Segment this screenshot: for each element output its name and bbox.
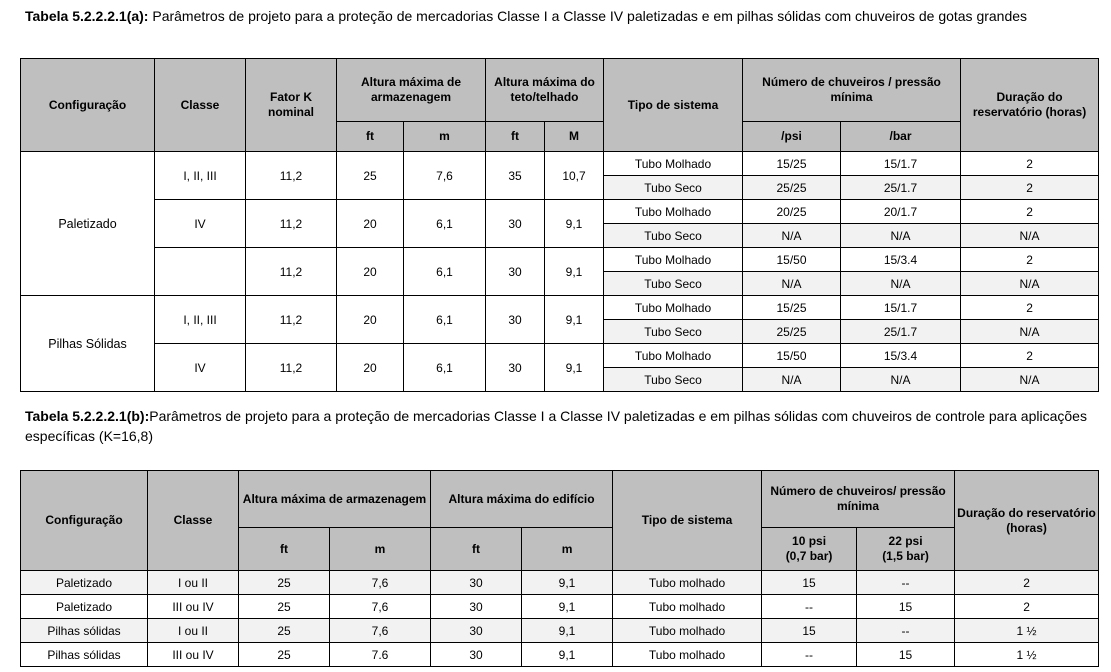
cell-tipo-sistema: Tubo Seco xyxy=(604,368,743,392)
cell-edificio-m: 9,1 xyxy=(522,643,613,667)
cell-tipo-sistema: Tubo Seco xyxy=(604,224,743,248)
cell-armazenagem-ft: 20 xyxy=(337,200,404,248)
cell-bar: 15/1.7 xyxy=(841,296,961,320)
cell-armazenagem-m: 7,6 xyxy=(404,152,486,200)
cell-fator-k: 11,2 xyxy=(246,344,337,392)
cell-duracao: 2 xyxy=(961,248,1099,272)
cell-armazenagem-ft: 20 xyxy=(337,296,404,344)
cell-duracao: N/A xyxy=(961,368,1099,392)
header-numero-chuveiros: Número de chuveiros / pressão mínima xyxy=(743,59,961,122)
cell-bar: 15/3.4 xyxy=(841,344,961,368)
cell-armazenagem-m: 6,1 xyxy=(404,296,486,344)
header-psi: /psi xyxy=(743,122,841,152)
cell-armazenagem-m: 7,6 xyxy=(330,595,431,619)
cell-psi: N/A xyxy=(743,272,841,296)
cell-tipo-sistema: Tubo Molhado xyxy=(604,152,743,176)
table-row xyxy=(21,152,1099,176)
cell-armazenagem-ft: 25 xyxy=(239,571,330,595)
cell-edificio-ft: 30 xyxy=(431,595,522,619)
header-m: m xyxy=(330,528,431,571)
header-configuracao: Configuração xyxy=(21,471,148,571)
cell-teto-m: 10,7 xyxy=(545,152,604,200)
header-ft: ft xyxy=(431,528,522,571)
cell-armazenagem-m: 6,1 xyxy=(404,248,486,296)
cell-classe: I ou II xyxy=(148,571,239,595)
cell-bar: N/A xyxy=(841,368,961,392)
cell-psi: 15/50 xyxy=(743,344,841,368)
cell-armazenagem-ft: 25 xyxy=(337,152,404,200)
header-m: M xyxy=(545,122,604,152)
header-tipo-sistema: Tipo de sistema xyxy=(613,471,762,571)
cell-22-psi: -- xyxy=(857,571,955,595)
cell-armazenagem-ft: 25 xyxy=(239,595,330,619)
header-classe: Classe xyxy=(148,471,239,571)
table-a-caption-title: Tabela 5.2.2.2.1(a): xyxy=(25,8,149,24)
cell-bar: 25/1.7 xyxy=(841,176,961,200)
header-m: m xyxy=(522,528,613,571)
header-altura-armazenagem: Altura máxima de armazenagem xyxy=(337,59,486,122)
cell-tipo-sistema: Tubo Seco xyxy=(604,320,743,344)
cell-armazenagem-m: 7.6 xyxy=(330,643,431,667)
cell-classe: III ou IV xyxy=(148,595,239,619)
cell-teto-m: 9,1 xyxy=(545,200,604,248)
cell-tipo-sistema: Tubo molhado xyxy=(613,643,762,667)
header-bar: /bar xyxy=(841,122,961,152)
cell-bar: 20/1.7 xyxy=(841,200,961,224)
table-row xyxy=(21,571,1099,595)
cell-configuracao: Pilhas Sólidas xyxy=(21,296,155,392)
cell-teto-ft: 30 xyxy=(486,248,545,296)
table-row xyxy=(21,344,1099,368)
cell-bar: 15/3.4 xyxy=(841,248,961,272)
table-row xyxy=(21,296,1099,320)
cell-armazenagem-m: 7,6 xyxy=(330,571,431,595)
table-row xyxy=(21,248,1099,272)
cell-psi: 15/25 xyxy=(743,152,841,176)
header-altura-edificio: Altura máxima do edifício xyxy=(431,471,613,528)
cell-classe: III ou IV xyxy=(148,643,239,667)
cell-tipo-sistema: Tubo molhado xyxy=(613,595,762,619)
cell-22-psi: 15 xyxy=(857,595,955,619)
cell-configuracao: Pilhas sólidas xyxy=(21,619,148,643)
cell-10-psi: -- xyxy=(762,595,857,619)
cell-teto-m: 9,1 xyxy=(545,344,604,392)
cell-fator-k: 11,2 xyxy=(246,152,337,200)
cell-configuracao: Paletizado xyxy=(21,571,148,595)
cell-duracao: N/A xyxy=(961,224,1099,248)
header-ft: ft xyxy=(239,528,330,571)
cell-bar: N/A xyxy=(841,224,961,248)
cell-armazenagem-m: 6,1 xyxy=(404,344,486,392)
cell-teto-ft: 30 xyxy=(486,200,545,248)
cell-configuracao: Paletizado xyxy=(21,595,148,619)
cell-edificio-ft: 30 xyxy=(431,619,522,643)
cell-teto-ft: 30 xyxy=(486,344,545,392)
header-10-psi xyxy=(762,528,857,571)
cell-armazenagem-m: 6,1 xyxy=(404,200,486,248)
cell-teto-ft: 30 xyxy=(486,296,545,344)
table-a-caption xyxy=(25,6,1095,26)
table-a-caption-text: Parâmetros de projeto para a proteção de mercadorias Classe I a Classe IV paletizadas e em pilhas sólidas com chuveiros de gotas grandes xyxy=(148,8,1028,24)
header-ft: ft xyxy=(337,122,404,152)
cell-tipo-sistema: Tubo Molhado xyxy=(604,344,743,368)
cell-duracao: N/A xyxy=(961,320,1099,344)
cell-duracao: 2 xyxy=(955,571,1099,595)
cell-tipo-sistema: Tubo molhado xyxy=(613,619,762,643)
cell-armazenagem-ft: 20 xyxy=(337,344,404,392)
cell-armazenagem-ft: 25 xyxy=(239,619,330,643)
cell-10-psi: -- xyxy=(762,643,857,667)
cell-duracao: 2 xyxy=(961,296,1099,320)
cell-classe: IV xyxy=(155,200,246,248)
cell-classe: I, II, III xyxy=(155,152,246,200)
cell-configuracao: Pilhas sólidas xyxy=(21,643,148,667)
cell-psi: 25/25 xyxy=(743,320,841,344)
cell-tipo-sistema: Tubo Seco xyxy=(604,176,743,200)
header-classe: Classe xyxy=(155,59,246,152)
cell-classe: I ou II xyxy=(148,619,239,643)
cell-edificio-m: 9,1 xyxy=(522,595,613,619)
cell-duracao: 2 xyxy=(961,152,1099,176)
cell-tipo-sistema: Tubo Molhado xyxy=(604,200,743,224)
header-ft: ft xyxy=(486,122,545,152)
table-a xyxy=(20,58,1099,392)
cell-duracao: 2 xyxy=(955,595,1099,619)
cell-psi: 20/25 xyxy=(743,200,841,224)
cell-edificio-m: 9,1 xyxy=(522,619,613,643)
table-b-caption xyxy=(25,406,1095,446)
cell-tipo-sistema: Tubo Seco xyxy=(604,272,743,296)
cell-tipo-sistema: Tubo molhado xyxy=(613,571,762,595)
cell-bar: 15/1.7 xyxy=(841,152,961,176)
table-row xyxy=(21,595,1099,619)
table-row xyxy=(21,200,1099,224)
cell-armazenagem-ft: 25 xyxy=(239,643,330,667)
header-tipo-sistema: Tipo de sistema xyxy=(604,59,743,152)
cell-10-psi: 15 xyxy=(762,619,857,643)
cell-fator-k: 11,2 xyxy=(246,200,337,248)
cell-armazenagem-m: 7,6 xyxy=(330,619,431,643)
cell-tipo-sistema: Tubo Molhado xyxy=(604,248,743,272)
cell-psi: 15/50 xyxy=(743,248,841,272)
cell-psi: N/A xyxy=(743,224,841,248)
cell-configuracao: Paletizado xyxy=(21,152,155,296)
cell-bar: 25/1.7 xyxy=(841,320,961,344)
cell-teto-ft: 35 xyxy=(486,152,545,200)
cell-edificio-ft: 30 xyxy=(431,571,522,595)
header-duracao: Duração do reservatório (horas) xyxy=(955,471,1099,571)
cell-psi: 15/25 xyxy=(743,296,841,320)
header-fator-k: Fator K nominal xyxy=(246,59,337,152)
header-m: m xyxy=(404,122,486,152)
header-numero-chuveiros: Número de chuveiros/ pressão mínima xyxy=(762,471,955,528)
header-22-psi xyxy=(857,528,955,571)
cell-22-psi: 15 xyxy=(857,643,955,667)
cell-duracao: 2 xyxy=(961,176,1099,200)
cell-tipo-sistema: Tubo Molhado xyxy=(604,296,743,320)
cell-classe: IV xyxy=(155,344,246,392)
cell-fator-k: 11,2 xyxy=(246,248,337,296)
header-duracao: Duração do reservatório (horas) xyxy=(961,59,1099,152)
header-altura-teto: Altura máxima do teto/telhado xyxy=(486,59,604,122)
cell-armazenagem-ft: 20 xyxy=(337,248,404,296)
table-b-caption-text: Parâmetros de projeto para a proteção de mercadorias Classe I a Classe IV paletizadas e em pilhas sólidas com chuveiros de controle para aplicações específicas (K=16,8) xyxy=(25,408,1087,444)
cell-duracao: N/A xyxy=(961,272,1099,296)
cell-classe xyxy=(155,248,246,296)
cell-psi: N/A xyxy=(743,368,841,392)
cell-teto-m: 9,1 xyxy=(545,248,604,296)
cell-bar: N/A xyxy=(841,272,961,296)
table-row xyxy=(21,643,1099,667)
header-10-psi-bar: (0,7 bar) xyxy=(785,549,833,563)
header-22-psi-label: 22 psi xyxy=(888,534,923,548)
header-altura-armazenagem: Altura máxima de armazenagem xyxy=(239,471,431,528)
cell-22-psi: -- xyxy=(857,619,955,643)
cell-edificio-m: 9,1 xyxy=(522,571,613,595)
table-row xyxy=(21,619,1099,643)
header-configuracao: Configuração xyxy=(21,59,155,152)
cell-teto-m: 9,1 xyxy=(545,296,604,344)
cell-duracao: 2 xyxy=(961,344,1099,368)
cell-edificio-ft: 30 xyxy=(431,643,522,667)
header-10-psi-label: 10 psi xyxy=(792,534,827,548)
cell-duracao: 1 ½ xyxy=(955,643,1099,667)
cell-fator-k: 11,2 xyxy=(246,296,337,344)
cell-psi: 25/25 xyxy=(743,176,841,200)
header-22-psi-bar: (1,5 bar) xyxy=(882,549,929,563)
table-b-caption-title: Tabela 5.2.2.2.1(b): xyxy=(25,408,150,424)
cell-classe: I, II, III xyxy=(155,296,246,344)
table-b xyxy=(20,470,1099,667)
cell-duracao: 1 ½ xyxy=(955,619,1099,643)
cell-10-psi: 15 xyxy=(762,571,857,595)
cell-duracao: 2 xyxy=(961,200,1099,224)
